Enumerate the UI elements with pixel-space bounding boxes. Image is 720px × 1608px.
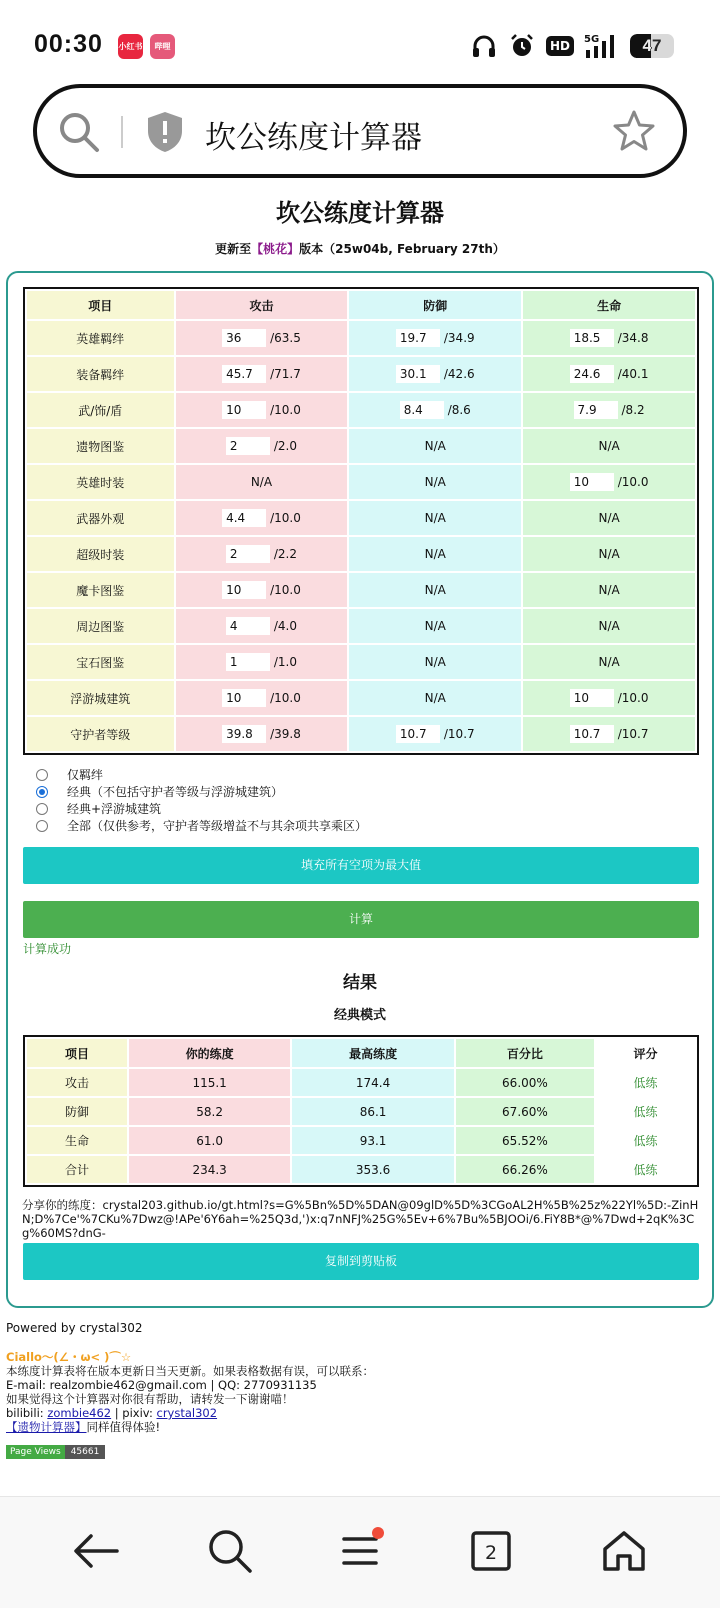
address-divider — [121, 116, 123, 148]
signal-5g-icon — [584, 32, 620, 60]
result-header-mine: 你的练度 — [129, 1039, 290, 1067]
mode-option[interactable] — [36, 783, 367, 800]
page-views-label: Page Views — [6, 1445, 65, 1459]
share-link-text: 分享你的练度：crystal203.github.io/gt.html?s=G%5Bn%5D%5DAN@09glD%5D%3CGoAL2H%5B%25z%22Yl%5D:-ZinHN;D%7Ce'%7CKu%7Dwz@!APe'6Y6ah=%25Q3d,')x:q7nNFJ%25G%5Ev+6%7Bu%5BJOOi/6.FiY8B*@%7Dwd+2qK%3Cg%60MS?dnG- — [22, 1198, 699, 1240]
def-value-input[interactable]: 19.7 — [396, 329, 440, 347]
result-item: 攻击 — [27, 1069, 127, 1096]
notification-dot — [372, 1527, 384, 1539]
result-mode: 经典模式 — [333, 1008, 386, 1023]
browser-nav-bar — [0, 1496, 720, 1608]
result-title: 结果 — [343, 973, 377, 993]
mode-radio[interactable] — [36, 786, 48, 798]
atk-cell — [176, 681, 348, 715]
hp-cell — [523, 357, 695, 391]
result-row — [27, 1156, 695, 1183]
stats-row — [27, 573, 695, 607]
atk-max-value: /71.7 — [270, 367, 301, 381]
atk-cell — [176, 537, 348, 571]
mode-label: 全部（仅供参考，守护者等级增益不与其余项共享乘区） — [67, 819, 368, 833]
result-rating: 低练 — [596, 1098, 695, 1125]
mode-radio[interactable] — [36, 803, 48, 815]
row-label: 武/饰/盾 — [27, 393, 174, 427]
atk-value-input[interactable]: 2 — [226, 545, 270, 563]
atk-cell — [176, 357, 348, 391]
atk-value-input[interactable]: 10 — [222, 689, 266, 707]
address-text[interactable]: 坎公练度计算器 — [205, 120, 422, 156]
def-na-cell: N/A — [349, 429, 521, 463]
atk-cell — [176, 501, 348, 535]
result-header-max: 最高练度 — [292, 1039, 453, 1067]
search-icon[interactable] — [200, 1521, 260, 1581]
def-max-value: /34.9 — [443, 331, 475, 345]
atk-cell — [176, 321, 348, 355]
def-na-cell: N/A — [349, 645, 521, 679]
row-label: 英雄时装 — [27, 465, 174, 499]
menu-icon[interactable] — [330, 1521, 390, 1581]
relic-calculator-link[interactable]: 【遗物计算器】 — [6, 1420, 87, 1434]
row-label: 武器外观 — [27, 501, 174, 535]
atk-value-input[interactable]: 4.4 — [222, 509, 266, 527]
def-cell — [349, 393, 521, 427]
footer-update-note: 本练度计算表将在版本更新日当天更新。如果表格数据有误，可以联系： — [6, 1364, 374, 1378]
mode-radio[interactable] — [36, 820, 48, 832]
def-cell — [349, 717, 521, 751]
hp-na-cell: N/A — [523, 645, 695, 679]
mode-option[interactable] — [36, 800, 367, 817]
hp-na-cell: N/A — [523, 429, 695, 463]
result-mine: 61.0 — [129, 1127, 290, 1154]
result-header-item: 项目 — [27, 1039, 127, 1067]
bilibili-link[interactable]: zombie462 — [47, 1406, 112, 1420]
result-percent: 66.00% — [456, 1069, 594, 1096]
stats-row — [27, 609, 695, 643]
version-note: 更新至【桃花】版本（25w04b, February 27th） — [215, 242, 505, 256]
fill-max-button[interactable]: 填充所有空项为最大值 — [23, 847, 699, 884]
result-header-rating: 评分 — [596, 1039, 695, 1067]
atk-max-value: /10.0 — [270, 691, 301, 705]
atk-cell — [176, 645, 348, 679]
xiaohongshu-app-icon: 小红书 — [118, 34, 143, 59]
def-na-cell: N/A — [349, 537, 521, 571]
def-na-cell: N/A — [349, 501, 521, 535]
atk-cell — [176, 717, 348, 751]
back-arrow-icon[interactable] — [66, 1521, 126, 1581]
stats-row — [27, 501, 695, 535]
headphones-icon — [470, 32, 498, 60]
footer-share-note: 如果觉得这个计算器对你很有帮助，请转发一下谢谢喵！ — [6, 1392, 294, 1406]
def-na-cell: N/A — [349, 681, 521, 715]
result-max: 86.1 — [292, 1098, 453, 1125]
hp-na-cell: N/A — [523, 573, 695, 607]
atk-value-input[interactable]: 10 — [222, 401, 266, 419]
page-title: 坎公练度计算器 — [276, 199, 444, 227]
result-rating: 低练 — [596, 1127, 695, 1154]
def-value-input[interactable]: 8.4 — [400, 401, 444, 419]
battery-icon — [630, 34, 674, 58]
result-percent: 66.26% — [456, 1156, 594, 1183]
stats-row — [27, 429, 695, 463]
mode-radio-group — [36, 766, 367, 834]
hp-cell — [523, 321, 695, 355]
atk-max-value: /4.0 — [273, 619, 298, 633]
battery-level: 47 — [642, 36, 662, 55]
result-mine: 234.3 — [129, 1156, 290, 1183]
footer-relic: 【遗物计算器】同样值得体验! — [6, 1420, 161, 1434]
hp-max-value: /10.0 — [617, 691, 649, 705]
row-label: 英雄羁绊 — [27, 321, 174, 355]
def-na-cell: N/A — [349, 573, 521, 607]
hp-na-cell: N/A — [523, 609, 695, 643]
svg-text:2: 2 — [484, 1542, 498, 1564]
atk-cell — [176, 393, 348, 427]
hp-cell — [523, 717, 695, 751]
result-row — [27, 1069, 695, 1096]
def-max-value: /42.6 — [443, 367, 475, 381]
pixiv-link[interactable]: crystal302 — [156, 1406, 218, 1420]
atk-max-value: /1.0 — [273, 655, 298, 669]
footer-social: bilibili: zombie462 | pixiv: crystal302 — [6, 1406, 218, 1420]
atk-max-value: /10.0 — [270, 583, 301, 597]
hp-max-value: /10.7 — [617, 727, 649, 741]
atk-value-input[interactable]: 45.7 — [222, 365, 266, 383]
alarm-icon — [508, 32, 536, 60]
result-mine: 58.2 — [129, 1098, 290, 1125]
stats-input-table — [23, 287, 699, 755]
atk-value-input[interactable]: 39.8 — [222, 725, 266, 743]
row-label: 浮游城建筑 — [27, 681, 174, 715]
bookmark-star-icon[interactable] — [611, 108, 657, 158]
row-label: 魔卡图鉴 — [27, 573, 174, 607]
row-label: 超级时装 — [27, 537, 174, 571]
result-max: 93.1 — [292, 1127, 453, 1154]
svg-text:5G: 5G — [584, 34, 600, 45]
footer-info — [6, 1350, 374, 1434]
row-label: 宝石图鉴 — [27, 645, 174, 679]
row-label: 装备羁绊 — [27, 357, 174, 391]
page-views-count: 45661 — [65, 1445, 106, 1459]
ciallo-text: Ciallo～(∠・ω< )⌒☆ — [6, 1350, 132, 1364]
def-cell — [349, 321, 521, 355]
row-label: 守护者等级 — [27, 717, 174, 751]
footer-contact: E-mail: realzombie462@gmail.com | QQ: 2770931135 — [6, 1378, 317, 1392]
result-max: 353.6 — [292, 1156, 453, 1183]
hd-icon: HD — [546, 36, 574, 56]
stats-row — [27, 321, 695, 355]
result-item: 防御 — [27, 1098, 127, 1125]
result-item: 生命 — [27, 1127, 127, 1154]
page-views-badge — [6, 1445, 105, 1459]
mode-label: 经典+浮游城建筑 — [67, 802, 162, 816]
header-item: 项目 — [27, 291, 174, 319]
def-max-value: /8.6 — [447, 403, 471, 417]
atk-max-value: /10.0 — [270, 511, 301, 525]
home-icon[interactable] — [594, 1521, 654, 1581]
atk-cell — [176, 573, 348, 607]
hp-value-input[interactable]: 24.6 — [570, 365, 614, 383]
hp-max-value: /34.8 — [617, 331, 649, 345]
atk-value-input[interactable]: 2 — [226, 437, 270, 455]
result-row — [27, 1098, 695, 1125]
header-attack: 攻击 — [176, 291, 348, 319]
result-item: 合计 — [27, 1156, 127, 1183]
hp-max-value: /8.2 — [621, 403, 645, 417]
hp-na-cell: N/A — [523, 501, 695, 535]
def-na-cell: N/A — [349, 609, 521, 643]
mode-label: 经典（不包括守护者等级与浮游城建筑） — [67, 785, 284, 799]
stats-row — [27, 393, 695, 427]
mode-option[interactable] — [36, 766, 367, 783]
atk-max-value: /63.5 — [270, 331, 301, 345]
hp-cell — [523, 393, 695, 427]
stats-row — [27, 465, 695, 499]
result-table — [23, 1035, 699, 1187]
header-defense: 防御 — [349, 291, 521, 319]
powered-by: Powered by crystal302 — [6, 1321, 143, 1335]
stats-row — [27, 681, 695, 715]
hp-cell — [523, 465, 695, 499]
mode-label: 仅羁绊 — [67, 768, 104, 782]
atk-max-value: /2.2 — [273, 547, 298, 561]
stats-row — [27, 645, 695, 679]
atk-na-cell: N/A — [176, 465, 348, 499]
mode-radio[interactable] — [36, 769, 48, 781]
def-value-input[interactable]: 10.7 — [396, 725, 440, 743]
row-label: 周边图鉴 — [27, 609, 174, 643]
header-hp: 生命 — [523, 291, 695, 319]
hp-value-input[interactable]: 10.7 — [570, 725, 614, 743]
hp-max-value: /10.0 — [617, 475, 649, 489]
calc-status: 计算成功 — [23, 942, 72, 956]
calculate-button[interactable]: 计算 — [23, 901, 699, 938]
hp-value-input[interactable]: 18.5 — [570, 329, 614, 347]
atk-max-value: /39.8 — [270, 727, 301, 741]
stats-row — [27, 717, 695, 751]
copy-to-clipboard-button[interactable]: 复制到剪贴板 — [23, 1243, 699, 1280]
def-max-value: /10.7 — [443, 727, 475, 741]
stats-row — [27, 537, 695, 571]
def-na-cell: N/A — [349, 465, 521, 499]
status-time: 00:30 — [34, 30, 103, 58]
hp-max-value: /40.1 — [617, 367, 649, 381]
result-percent: 65.52% — [456, 1127, 594, 1154]
shield-icon[interactable] — [145, 110, 185, 158]
hp-value-input[interactable]: 10 — [570, 473, 614, 491]
row-label: 遗物图鉴 — [27, 429, 174, 463]
result-percent: 67.60% — [456, 1098, 594, 1125]
hp-value-input[interactable]: 10 — [570, 689, 614, 707]
result-rating: 低练 — [596, 1069, 695, 1096]
bilibili-app-icon: 哔哩 — [150, 34, 175, 59]
atk-cell — [176, 429, 348, 463]
atk-value-input[interactable]: 1 — [226, 653, 270, 671]
mode-option[interactable] — [36, 817, 367, 834]
status-bar — [0, 0, 720, 80]
address-bar[interactable] — [33, 84, 687, 178]
result-header-percent: 百分比 — [456, 1039, 594, 1067]
hp-na-cell: N/A — [523, 537, 695, 571]
result-rating: 低练 — [596, 1156, 695, 1183]
hp-cell — [523, 681, 695, 715]
atk-value-input[interactable]: 36 — [222, 329, 266, 347]
atk-value-input[interactable]: 4 — [226, 617, 270, 635]
atk-max-value: /2.0 — [273, 439, 298, 453]
def-cell — [349, 357, 521, 391]
def-value-input[interactable]: 30.1 — [396, 365, 440, 383]
atk-cell — [176, 609, 348, 643]
stats-row — [27, 357, 695, 391]
search-icon[interactable] — [57, 110, 101, 158]
atk-max-value: /10.0 — [270, 403, 301, 417]
hp-value-input[interactable]: 7.9 — [574, 401, 618, 419]
result-max: 174.4 — [292, 1069, 453, 1096]
tabs-icon[interactable] — [461, 1521, 521, 1581]
result-mine: 115.1 — [129, 1069, 290, 1096]
atk-value-input[interactable]: 10 — [222, 581, 266, 599]
result-row — [27, 1127, 695, 1154]
